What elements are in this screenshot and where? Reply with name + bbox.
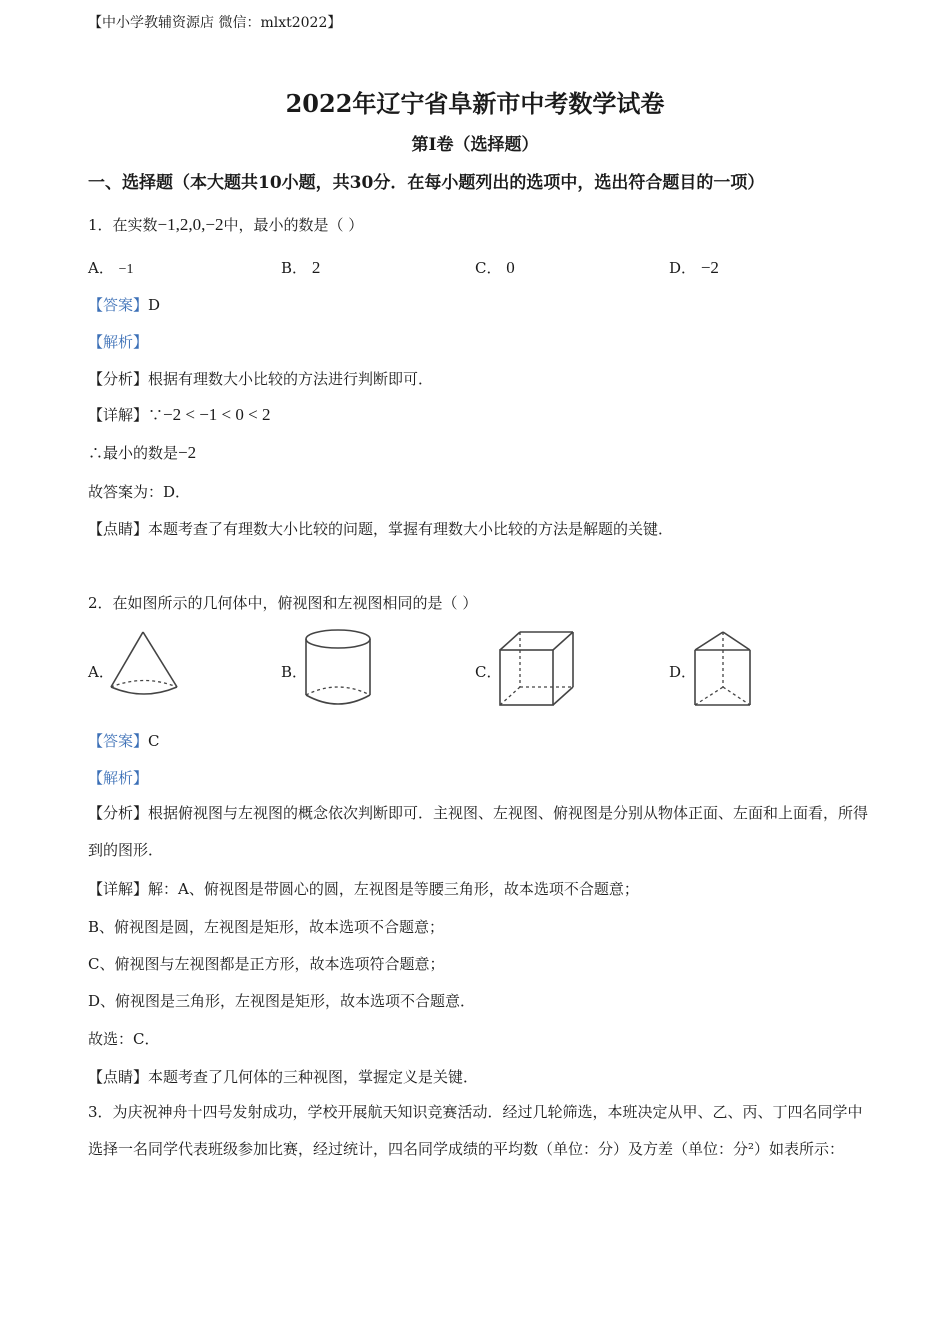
q2-fenxi: 【分析】根据俯视图与左视图的概念依次判断即可．主视图、左视图、俯视图是分别从物体正面、左面和上面看，所得到的图形．	[88, 804, 869, 859]
q1-option-c	[475, 257, 515, 278]
conclusion-math: −2	[178, 443, 197, 462]
q2-stem: 2．在如图所示的几何体中，俯视图和左视图相同的是（ ）	[88, 594, 478, 612]
q2-detail: 【详解】解：A、俯视图是带圆心的圆，左视图是等腰三角形，故本选项不合题意；	[88, 880, 639, 898]
q1-detail	[88, 404, 270, 425]
answer-value: D	[148, 296, 161, 314]
conclusion-prefix: ∴最小的数是	[88, 444, 179, 462]
q1-final: 故答案为：D．	[88, 483, 191, 501]
q3-stem: 3．为庆祝神舟十四号发射成功，学校开展航天知识竞赛活动．经过几轮筛选，本班决定从甲、乙、丙、丁四名同学中选择一名同学代表班级参加比赛，经过统计，四名同学成绩的平均数（单位：分）及方差（单位：分²）如表所示：	[88, 1103, 863, 1158]
option-letter: D．	[669, 259, 697, 277]
q1-option-b	[281, 257, 320, 278]
cone-figure	[108, 630, 180, 700]
q2-comment: 【点睛】本题考查了几何体的三种视图，掌握定义是关键．	[88, 1068, 479, 1086]
option-value: 2	[311, 258, 321, 277]
page-subtitle: 第Ⅰ卷（选择题）	[411, 135, 539, 155]
q2-option-c-label: C．	[475, 663, 502, 681]
cylinder-figure	[303, 628, 373, 710]
option-letter: A．	[88, 259, 114, 277]
cube-figure	[498, 630, 576, 708]
q2-line-b: B、俯视图是圆，左视图是矩形，故本选项不合题意；	[88, 918, 445, 936]
watermark: 【中小学教辅资源店 微信：mlxt2022】	[88, 15, 342, 31]
q1-option-d	[669, 257, 719, 278]
q2-line-d: D、俯视图是三角形，左视图是矩形，故本选项不合题意．	[88, 992, 476, 1010]
q2-final: 故选：C．	[88, 1030, 160, 1048]
section-heading: 一、选择题（本大题共10小题，共30分．在每小题列出的选项中，选出符合题目的一项）	[88, 173, 765, 193]
q2-answer	[88, 730, 160, 751]
q1-option-a	[88, 257, 134, 278]
q1-comment: 【点睛】本题考查了有理数大小比较的问题，掌握有理数大小比较的方法是解题的关键．	[88, 520, 674, 538]
prism-figure	[693, 630, 753, 708]
q1-conclusion	[88, 442, 196, 463]
q1-answer	[88, 294, 160, 315]
option-value: 0	[506, 258, 515, 277]
q2-analysis-tag: 【解析】	[88, 769, 149, 787]
q1-stem-prefix: 1．在实数	[88, 216, 158, 234]
q1-stem-suffix: 中，最小的数是（ ）	[223, 216, 364, 234]
option-value: −1	[118, 262, 134, 277]
option-letter: C．	[475, 259, 502, 277]
detail-prefix: 【详解】∵	[88, 406, 164, 424]
page-title: 2022年辽宁省阜新市中考数学试卷	[285, 89, 665, 118]
detail-math: −2 < −1 < 0 < 2	[163, 405, 271, 424]
answer-tag: 【答案】	[88, 732, 149, 750]
q2-option-b-label: B．	[281, 663, 308, 681]
option-letter: B．	[281, 259, 308, 277]
q2-line-c: C、俯视图与左视图都是正方形，故本选项符合题意；	[88, 955, 445, 973]
q1-fenxi: 【分析】根据有理数大小比较的方法进行判断即可．	[88, 370, 434, 388]
q2-option-d-label: D．	[669, 663, 697, 681]
q1-stem-math: −1,2,0,−2	[157, 215, 224, 234]
q1-stem	[88, 214, 363, 235]
q2-option-a-label: A．	[88, 663, 114, 681]
answer-value: C	[148, 732, 160, 750]
q1-analysis-tag: 【解析】	[88, 333, 149, 351]
answer-tag: 【答案】	[88, 296, 149, 314]
option-value: −2	[700, 258, 719, 277]
